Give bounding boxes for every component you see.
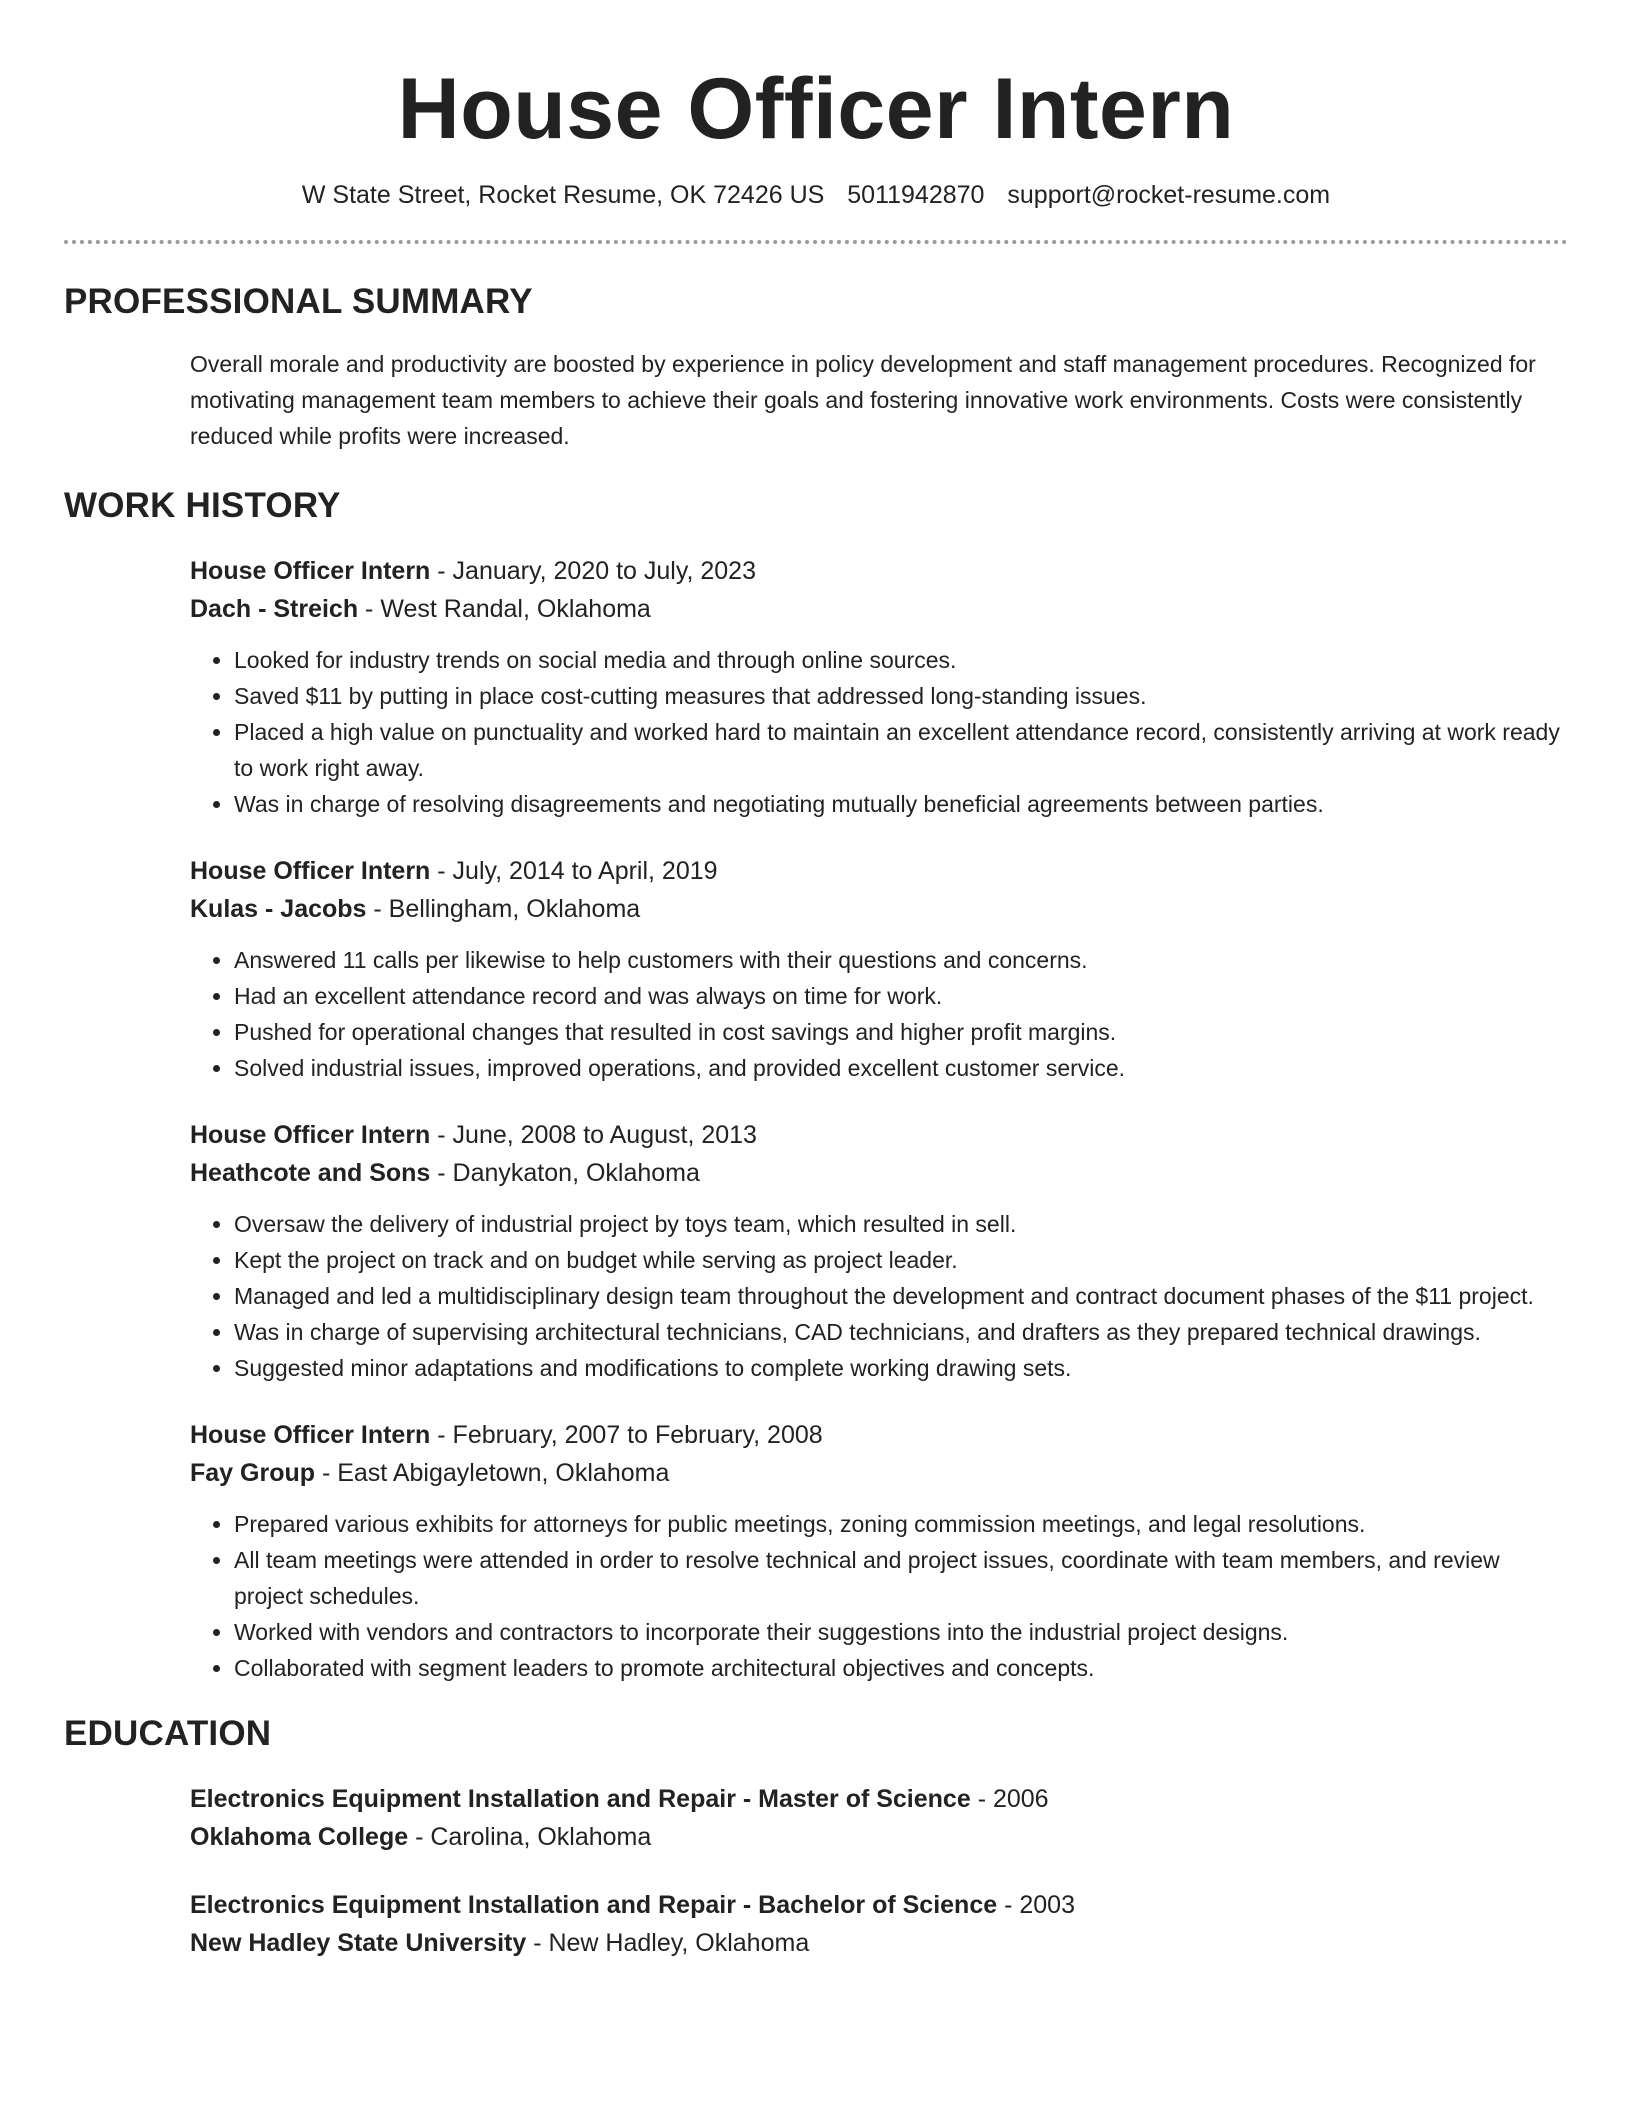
job-title-line (190, 1116, 1568, 1154)
job-dates: - February, 2007 to February, 2008 (430, 1420, 823, 1449)
job-company: Heathcote and Sons (190, 1158, 431, 1187)
education-year: - 2006 (970, 1784, 1049, 1813)
list-item: • Managed and led a multidisciplinary design team throughout the development and contract document phases of the $11 project. (234, 1278, 1568, 1314)
list-item: • Oversaw the delivery of industrial project by toys team, which resulted in sell. (234, 1206, 1568, 1242)
job-entry (190, 1116, 1568, 1386)
job-company-line (190, 1454, 1568, 1492)
list-item: • Kept the project on track and on budget while serving as project leader. (234, 1242, 1568, 1278)
job-entry (190, 552, 1568, 822)
job-company: Fay Group (190, 1458, 316, 1487)
job-dates: - June, 2008 to August, 2013 (430, 1120, 757, 1149)
summary-section (190, 346, 1568, 454)
education-entry (190, 1780, 1568, 1856)
education-location: - New Hadley, Oklahoma (526, 1928, 810, 1957)
education-degree: Electronics Equipment Installation and Repair - Bachelor of Science (190, 1890, 998, 1919)
education-year: - 2003 (997, 1890, 1075, 1919)
job-location: - West Randal, Oklahoma (358, 594, 651, 623)
job-location: - Bellingham, Oklahoma (366, 894, 641, 923)
job-company-line (190, 590, 1568, 628)
list-item: • Solved industrial issues, improved operations, and provided excellent customer service. (234, 1050, 1568, 1086)
list-item: • All team meetings were attended in order to resolve technical and project issues, coordinate with team members, and review project schedules. (234, 1542, 1568, 1614)
job-role: House Officer Intern (190, 1420, 431, 1449)
job-bullets (190, 642, 1568, 822)
header-divider (64, 240, 1568, 244)
job-title-line (190, 552, 1568, 590)
job-title-line (190, 852, 1568, 890)
job-dates: - January, 2020 to July, 2023 (430, 556, 756, 585)
job-role: House Officer Intern (190, 856, 431, 885)
job-location: - Danykaton, Oklahoma (430, 1158, 700, 1187)
job-role: House Officer Intern (190, 1120, 431, 1149)
job-bullets (190, 1506, 1568, 1686)
list-item: • Collaborated with segment leaders to promote architectural objectives and concepts. (234, 1650, 1568, 1686)
job-entry (190, 852, 1568, 1086)
job-dates: - July, 2014 to April, 2019 (430, 856, 718, 885)
contact-line (64, 181, 1568, 210)
list-item: • Placed a high value on punctuality and worked hard to maintain an excellent attendance record, consistently arriving at work ready to work right away. (234, 714, 1568, 786)
list-item: • Suggested minor adaptations and modifications to complete working drawing sets. (234, 1350, 1568, 1386)
section-title-summary: PROFESSIONAL SUMMARY (64, 281, 533, 321)
education-location: - Carolina, Oklahoma (408, 1822, 652, 1851)
section-title-education: EDUCATION (64, 1713, 272, 1753)
list-item: • Had an excellent attendance record and was always on time for work. (234, 978, 1568, 1014)
list-item: • Saved $11 by putting in place cost-cutting measures that addressed long-standing issues. (234, 678, 1568, 714)
education-school-line (190, 1818, 1568, 1856)
section-title-work-history: WORK HISTORY (64, 485, 341, 525)
job-location: - East Abigayletown, Oklahoma (315, 1458, 670, 1487)
list-item: • Prepared various exhibits for attorneys for public meetings, zoning commission meetings, and legal resolutions. (234, 1506, 1568, 1542)
list-item: • Answered 11 calls per likewise to help customers with their questions and concerns. (234, 942, 1568, 978)
work-history-section (190, 552, 1568, 1686)
education-degree: Electronics Equipment Installation and Repair - Master of Science (190, 1784, 971, 1813)
job-bullets (190, 1206, 1568, 1386)
education-degree-line (190, 1780, 1568, 1818)
list-item: • Was in charge of resolving disagreements and negotiating mutually beneficial agreements between parties. (234, 786, 1568, 822)
list-item: • Worked with vendors and contractors to incorporate their suggestions into the industrial project designs. (234, 1614, 1568, 1650)
summary-text: Overall morale and productivity are boosted by experience in policy development and staff management procedures. Recognized for motivating management team members to achieve their goals and fostering innovative work environments. Costs were consistently reduced while profits were increased. (190, 350, 1536, 449)
list-item: • Pushed for operational changes that resulted in cost savings and higher profit margins. (234, 1014, 1568, 1050)
contact-phone: 5011942870 (847, 180, 985, 209)
list-item: • Was in charge of supervising architectural technicians, CAD technicians, and drafters as they prepared technical drawings. (234, 1314, 1568, 1350)
job-entry (190, 1416, 1568, 1686)
education-degree-line (190, 1886, 1568, 1924)
job-company: Kulas - Jacobs (190, 894, 367, 923)
candidate-name: House Officer Intern (397, 61, 1235, 157)
job-company-line (190, 1154, 1568, 1192)
contact-email: support@rocket-resume.com (1007, 180, 1331, 209)
contact-address: W State Street, Rocket Resume, OK 72426 US (301, 180, 825, 209)
job-role: House Officer Intern (190, 556, 431, 585)
job-company: Dach - Streich (190, 594, 359, 623)
job-title-line (190, 1416, 1568, 1454)
list-item: • Looked for industry trends on social media and through online sources. (234, 642, 1568, 678)
job-company-line (190, 890, 1568, 928)
education-section (190, 1780, 1568, 1962)
education-school-line (190, 1924, 1568, 1962)
education-school: New Hadley State University (190, 1928, 527, 1957)
education-school: Oklahoma College (190, 1822, 409, 1851)
job-bullets (190, 942, 1568, 1086)
education-entry (190, 1886, 1568, 1962)
